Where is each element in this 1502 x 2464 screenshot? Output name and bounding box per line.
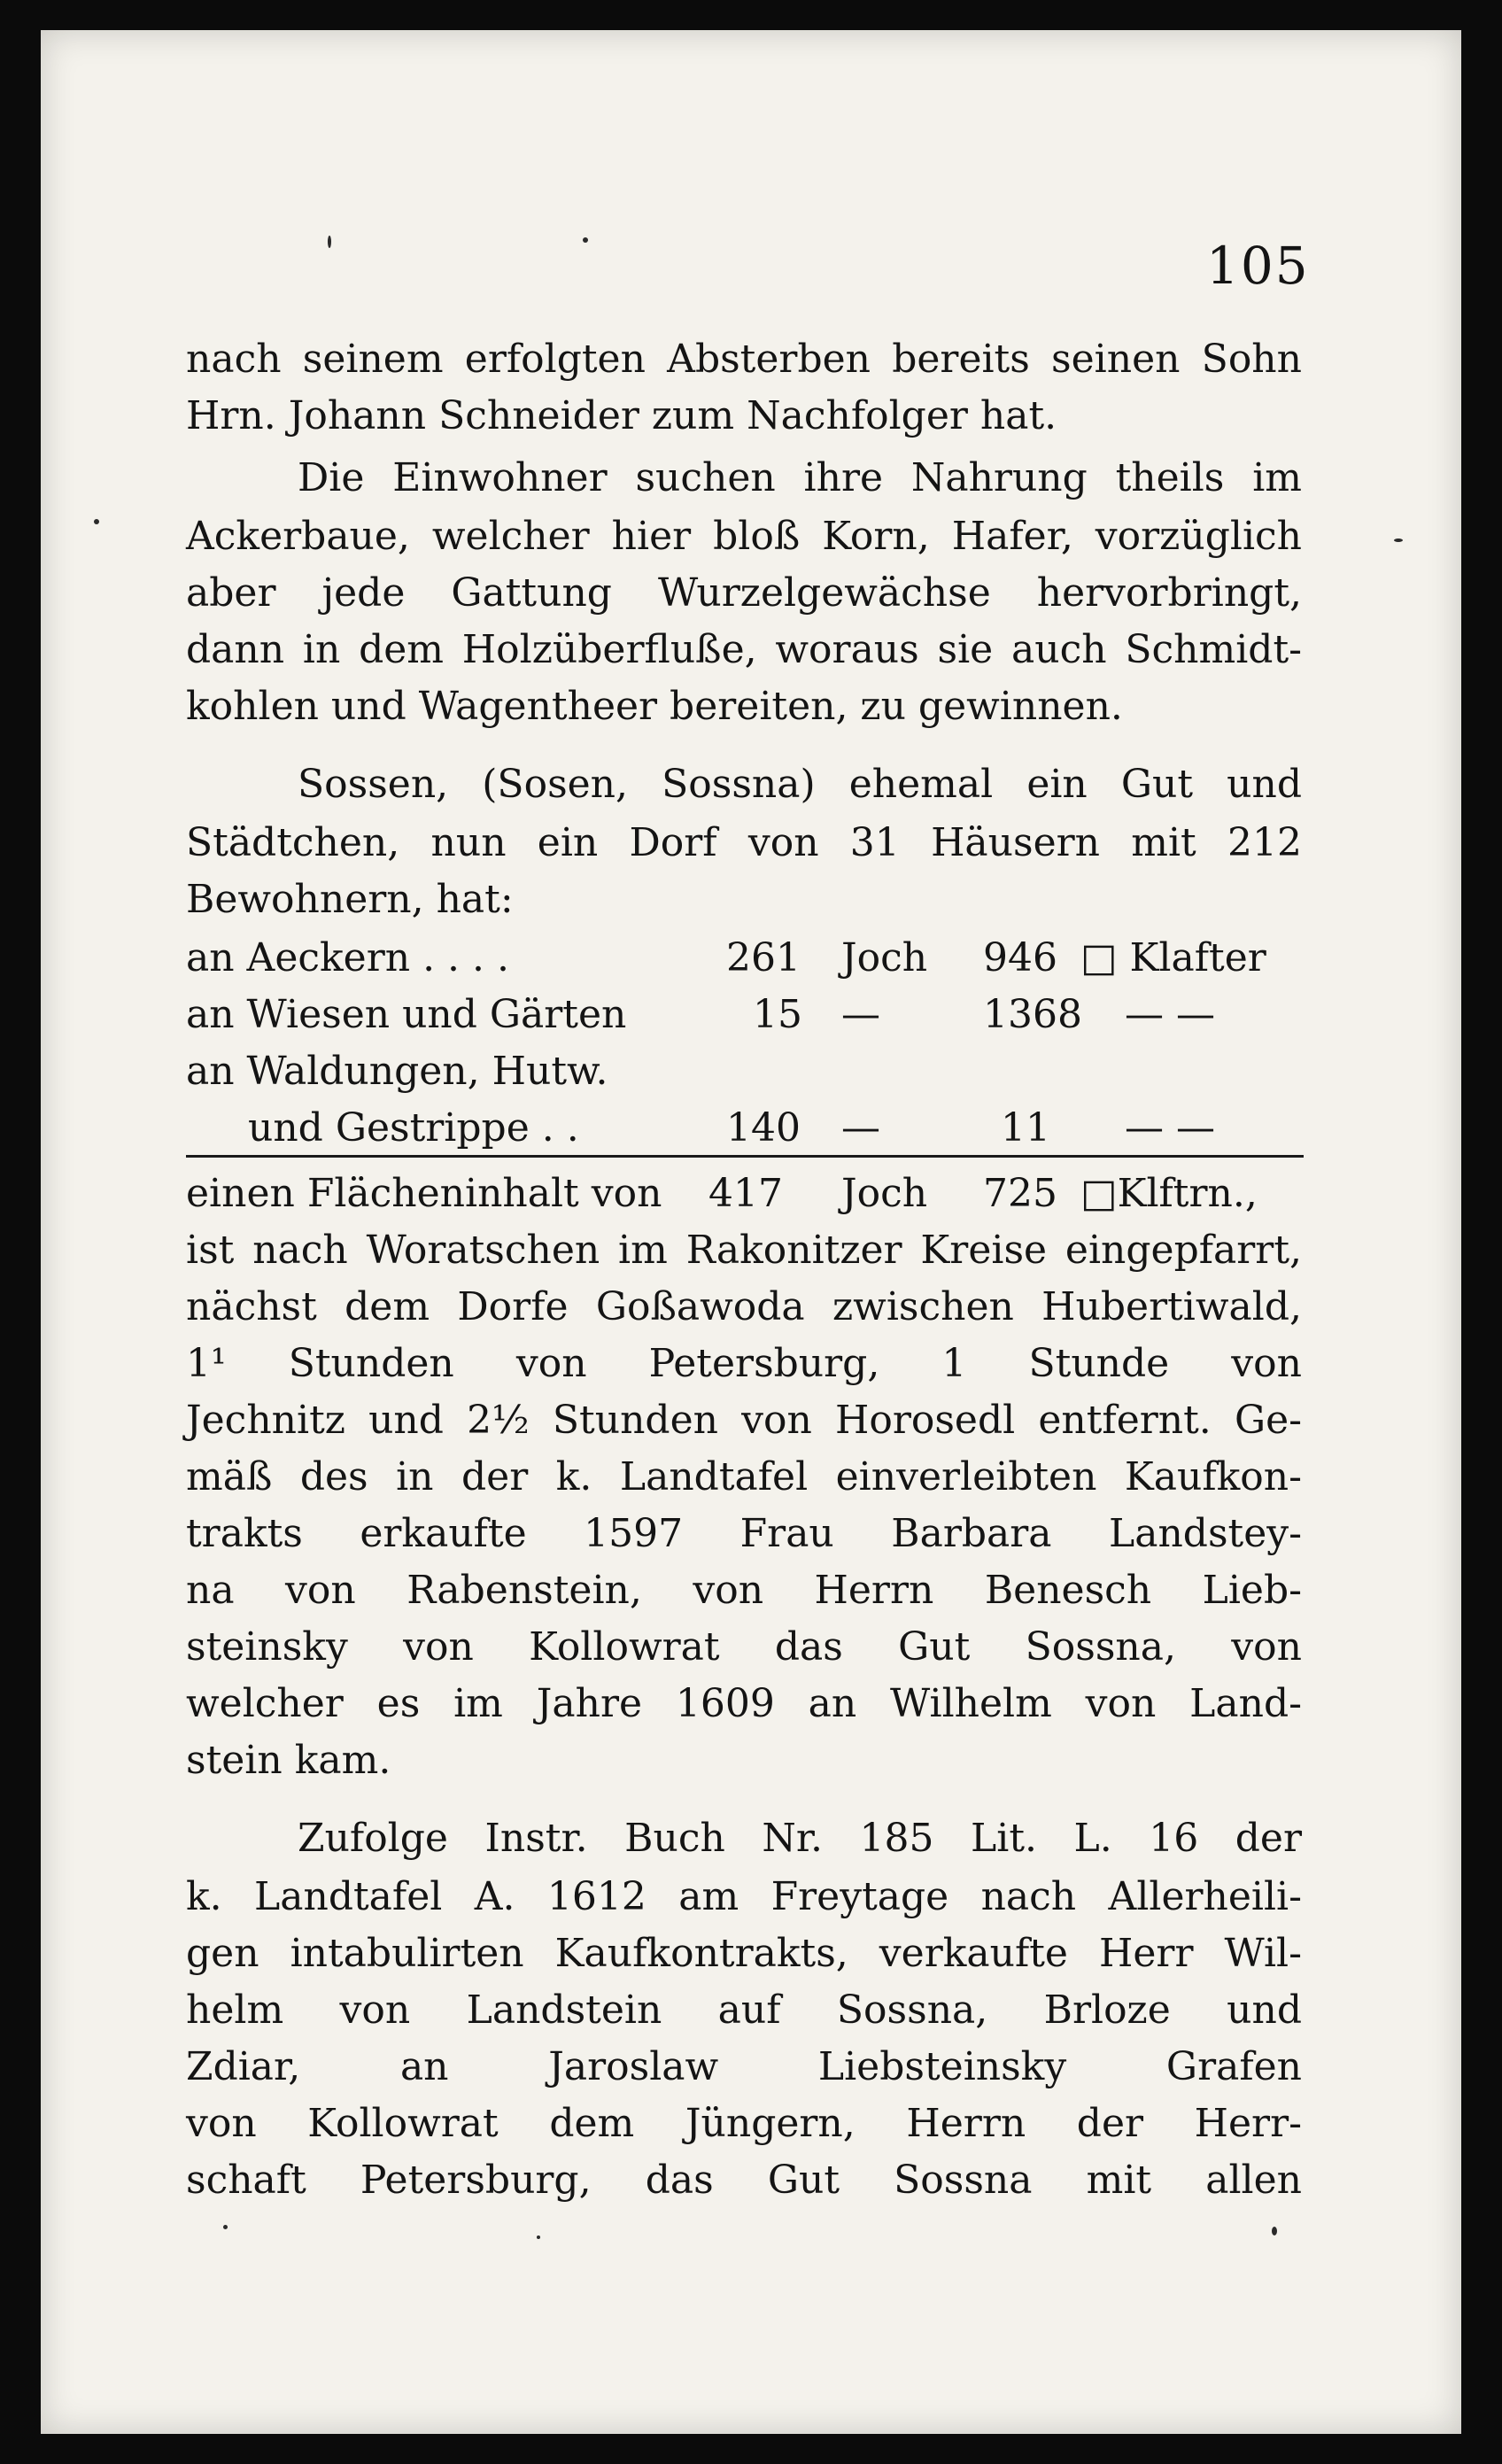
- paper-speck: [1394, 539, 1403, 542]
- sum-rule: [186, 1155, 1304, 1158]
- text-line: Jechnitz und 2½ Stunden von Horosedl entfernt. Ge-: [186, 1398, 1302, 1443]
- text-line: kohlen und Wagentheer bereiten, zu gewinnen.: [186, 684, 1123, 729]
- paper-speck: [223, 2225, 228, 2229]
- row-unit: —: [841, 992, 880, 1037]
- text-line: helm von Landstein auf Sossna, Brloze und: [186, 1987, 1302, 2033]
- paper-speck: [94, 519, 99, 524]
- row-label: und Gestrippe . .: [248, 1105, 579, 1151]
- row-joch: 261: [726, 935, 801, 980]
- row-label: an Wiesen und Gärten: [186, 992, 627, 1037]
- total-klafter: 725: [983, 1171, 1057, 1216]
- text-line: Ackerbaue, welcher hier bloß Korn, Hafer, vorzüglich: [186, 514, 1302, 559]
- row-klafter-unit: — —: [1125, 1105, 1215, 1151]
- text-line: nächst dem Dorfe Goßawoda zwischen Hubertiwald,: [186, 1284, 1302, 1329]
- row-joch: 140: [726, 1105, 801, 1151]
- paper-speck: [1272, 2227, 1277, 2235]
- paper-speck: [328, 236, 331, 248]
- text-line: dann in dem Holzüberfluße, woraus sie auch Schmidt-: [186, 627, 1302, 672]
- row-joch: 15: [753, 992, 802, 1037]
- text-line: aber jede Gattung Wurzelgewächse hervorbringt,: [186, 570, 1302, 616]
- text-line: Städtchen, nun ein Dorf von 31 Häusern mit 212: [186, 820, 1302, 865]
- text-line: schaft Petersburg, das Gut Sossna mit allen: [186, 2158, 1302, 2203]
- page-number: 105: [1206, 236, 1310, 296]
- total-unit: Joch: [841, 1171, 928, 1216]
- text-line: stein kam.: [186, 1738, 391, 1783]
- text-line: gen intabulirten Kaufkontrakts, verkaufte Herr Wil-: [186, 1931, 1302, 1976]
- total-klafter-unit: □Klftrn.,: [1080, 1171, 1258, 1216]
- book-page: [41, 30, 1461, 2434]
- row-klafter-unit: □ Klafter: [1080, 935, 1266, 980]
- row-unit: Joch: [841, 935, 928, 980]
- row-klafter-unit: — —: [1125, 992, 1215, 1037]
- text-line: nach seinem erfolgten Absterben bereits seinen Sohn: [186, 337, 1302, 382]
- row-label: an Aeckern . . . .: [186, 935, 509, 980]
- row-klafter: 1368: [983, 992, 1082, 1037]
- text-line: ist nach Woratschen im Rakonitzer Kreise eingepfarrt,: [186, 1228, 1302, 1273]
- text-line: Bewohnern, hat:: [186, 877, 514, 922]
- row-label: an Waldungen, Hutw.: [186, 1049, 608, 1094]
- paper-speck: [583, 237, 588, 243]
- total-joch: 417: [708, 1171, 783, 1216]
- row-klafter: 946: [983, 935, 1057, 980]
- paragraph-start: Zufolge Instr. Buch Nr. 185 Lit. L. 16 der: [298, 1816, 1302, 1861]
- text-line: von Kollowrat dem Jüngern, Herrn der Herr-: [186, 2101, 1302, 2146]
- text-line: na von Rabenstein, von Herrn Benesch Lieb-: [186, 1568, 1302, 1613]
- text-line: Hrn. Johann Schneider zum Nachfolger hat.: [186, 393, 1057, 438]
- row-klafter: 11: [1001, 1105, 1050, 1151]
- paragraph-start: Die Einwohner suchen ihre Nahrung theils im: [298, 455, 1302, 500]
- text-line: Zdiar, an Jaroslaw Liebsteinsky Grafen: [186, 2044, 1302, 2089]
- total-label: einen Flächeninhalt von: [186, 1171, 662, 1216]
- text-line: steinsky von Kollowrat das Gut Sossna, von: [186, 1624, 1302, 1670]
- text-line: welcher es im Jahre 1609 an Wilhelm von Land-: [186, 1681, 1302, 1726]
- text-line: 1¹ Stunden von Petersburg, 1 Stunde von: [186, 1341, 1302, 1386]
- paper-speck: [537, 2235, 540, 2239]
- row-unit: —: [841, 1105, 880, 1151]
- text-line: mäß des in der k. Landtafel einverleibten Kaufkon-: [186, 1454, 1302, 1499]
- text-line: trakts erkaufte 1597 Frau Barbara Landstey-: [186, 1511, 1302, 1556]
- paragraph-start: Sossen, (Sosen, Sossna) ehemal ein Gut und: [298, 762, 1302, 807]
- text-line: k. Landtafel A. 1612 am Freytage nach Allerheili-: [186, 1874, 1302, 1919]
